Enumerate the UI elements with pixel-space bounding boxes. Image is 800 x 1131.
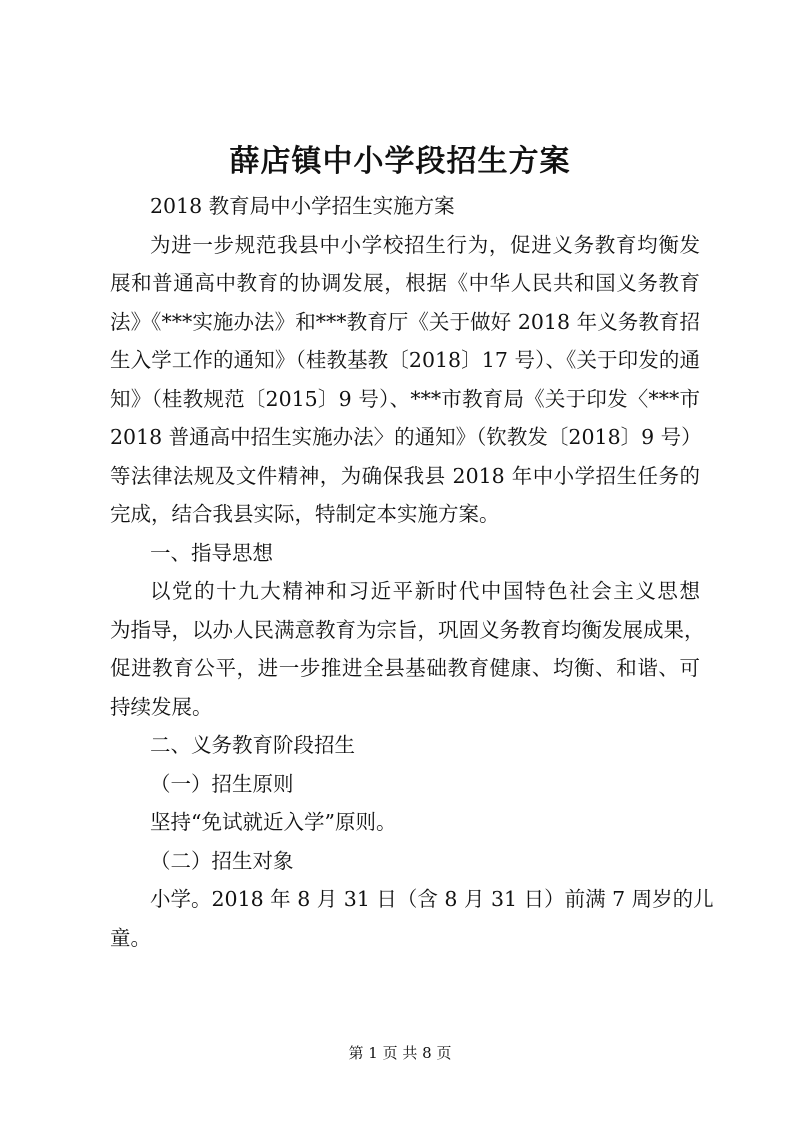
- enrollment-target-line: 童。: [110, 925, 151, 950]
- sub-heading-enrollment-target: （二）招生对象: [150, 848, 294, 873]
- section-heading-guiding-thought: 一、指导思想: [150, 540, 273, 565]
- intro-line: 生入学工作的通知》（桂教基教〔2018〕17 号）、《关于印发的通: [110, 348, 700, 372]
- section1-line: 为指导，以办人民满意教育为宗旨，巩固义务教育均衡发展成果，: [110, 617, 705, 642]
- sub-heading-principle: （一）招生原则: [150, 771, 294, 796]
- intro-line: 等法律法规及文件精神，为确保我县 2018 年中小学招生任务的: [110, 463, 700, 488]
- section-heading-compulsory-education: 二、义务教育阶段招生: [150, 733, 355, 757]
- principle-text: 坚持“免试就近入学”原则。: [150, 810, 397, 834]
- page-footer: 第 1 页 共 8 页: [348, 1044, 452, 1062]
- document-title: 薛店镇中小学段招生方案: [229, 144, 571, 179]
- section1-line: 以党的十九大精神和习近平新时代中国特色社会主义思想: [150, 579, 700, 603]
- document-body: [110, 187, 714, 957]
- intro-line: 为进一步规范我县中小学校招生行为，促进义务教育均衡发: [150, 232, 700, 257]
- section1-line: 促进教育公平，进一步推进全县基础教育健康、均衡、和谐、可: [110, 656, 700, 680]
- intro-line: 法》《***实施办法》和***教育厅《关于做好 2018 年义务教育招: [110, 309, 700, 334]
- enrollment-target-line: 小学。2018 年 8 月 31 日（含 8 月 31 日）前满 7 周岁的儿: [150, 887, 714, 911]
- subtitle-line: 2018 教育局中小学招生实施方案: [150, 194, 455, 218]
- intro-line: 展和普通高中教育的协调发展，根据《中华人民共和国义务教育: [110, 271, 700, 295]
- section1-line: 持续发展。: [110, 694, 213, 719]
- intro-line: 知》（桂教规范〔2015〕9 号）、***市教育局《关于印发〈***市: [110, 386, 700, 411]
- intro-line: 完成，结合我县实际，特制定本实施方案。: [110, 502, 500, 526]
- intro-line: 2018 普通高中招生实施办法〉的通知》（钦教发〔2018〕9 号）: [110, 425, 702, 449]
